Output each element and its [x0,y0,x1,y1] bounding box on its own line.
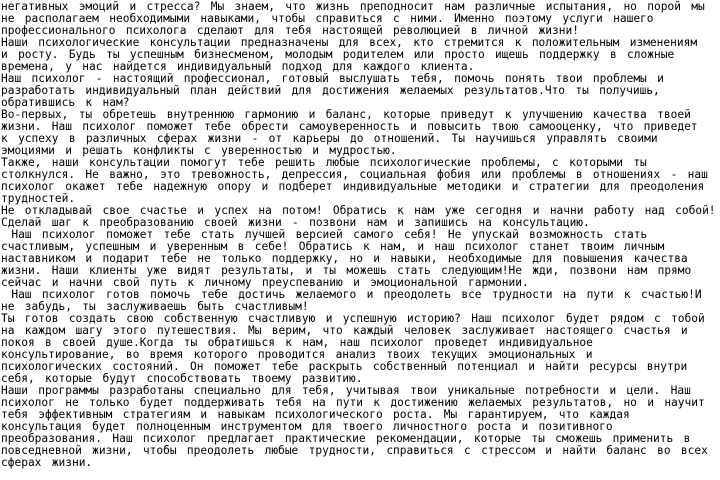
text-line: времена, у нас найдется индивидуальный подход для каждого клиента. [1,61,475,73]
text-line: себя, которые будут способствовать твоему развитию. [1,373,363,385]
text-line: и росту. Будь ты успешным бизнесменом, молодым родителем или просто ищешь поддержку в сложные [1,49,675,61]
text-line: сейчас и начни свой путь к личному преуспеванию и эмоциональной гармонии. [1,277,529,289]
text-line: счастливым, успешным и уверенным в себе! Обратись к нам, и наш психолог станет твоим личным [1,241,665,253]
text-line: жизни. Наши клиенты уже видят результаты, и ты можешь стать следующим!Не жди, позвони нам прямо [1,265,692,277]
text-line: психолог окажет тебе надежную опору и подберет индивидуальные методики и стратегии для преодоления [1,181,705,193]
text-line: жизни. Наш психолог поможет тебе обрести самоуверенность и повысить твою самооценку, что приведет [1,121,698,133]
text-line: психолог не только будет поддерживать тебя на пути к достижению желаемых результатов, но и научит [1,397,705,409]
text-line: наставником и подарит тебе не только поддержку, но и навыки, необходимые для повышения качества [1,253,688,265]
text-line: не располагаем необходимыми навыками, чтобы справиться с ними. Именно поэтому услуги нашего [1,13,654,25]
text-line: профессионального психолога сделают для тебя настоящей революцией в личной жизни! [1,25,579,37]
text-line: Наш психолог поможет тебе стать лучшей версией самого себя! Не упускай возможность стать [1,229,648,241]
text-line: столкнулся. Не важно, это тревожность, депрессия, социальная фобия или проблемы в отношениях - наш [1,169,708,181]
paragraph [1,1,720,37]
text-line: повседневной жизни, чтобы преодолеть любые трудности, справиться с стрессом и найти баланс во всех [1,445,708,457]
paragraph [1,109,720,157]
text-line: эмоциями и решать конфликты с уверенностью и мудростью. [1,145,397,157]
text-line: разработать индивидуальный план действий для достижения желаемых результатов.Что ты получишь, [1,85,660,97]
text-line: не забудь, ты заслуживаешь быть счастливым! [1,301,309,313]
text-line: преобразования. Наш психолог предлагает практические рекомендации, которые ты сможешь применить в [1,433,691,445]
paragraph [1,73,720,109]
text-line: Наш психолог готов помочь тебе достичь желаемого и преодолеть все трудности на пути к счастью!И [1,289,702,301]
text-line: обратившись к нам? [1,97,130,109]
text-line: Во-первых, ты обретешь внутреннюю гармонию и баланс, которые приведут к улучшению качества твоей [1,109,691,121]
text-line: Не откладывай свое счастье и успех на потом! Обратись к нам уже сегодня и начни работу над собой! [1,205,716,217]
paragraph [1,313,720,385]
text-line: Также, наши консультации помогут тебе решить любые психологические проблемы, с которыми ты [1,157,647,169]
text-line: консультация будет полноценным инструментом для твоего личностного роста и позитивного [1,421,613,433]
text-line: трудностей. [1,193,76,205]
paragraph [1,205,720,229]
text-line: консультирование, во время которого проводится анализ твоих текущих эмоциональных и [1,349,593,361]
text-line: Наш психолог - настоящий профессионал, готовый выслушать тебя, помочь понять твои проблемы и [1,73,664,85]
paragraph [1,157,720,205]
text-line: к успеху в различных сферах жизни - от карьеры до отношений. Ты научишься управлять своими [1,133,658,145]
text-line: психологических состояний. Он поможет тебе раскрыть собственный потенциал и найти ресурсы внутри [1,361,688,373]
text-line: тебя эффективным стратегиям и навыкам психологического роста. Мы гарантируем, что каждая [1,409,630,421]
paragraph [1,385,720,469]
text-line: Ты готов создать свою собственную счастливую и успешную историю? Наш психолог будет рядом с тобой [1,313,705,325]
text-line: на каждом шагу этого путешествия. Мы верим, что каждый человек заслуживает настоящего счастья и [1,325,688,337]
text-line: покоя в своей душе.Когда ты обратишься к нам, наш психолог проведет индивидуальное [1,337,593,349]
paragraph [1,289,720,313]
paragraph [1,37,720,73]
paragraph [1,229,720,289]
text-line: негативных эмоций и стресса? Мы знаем, что жизнь преподносит нам различные испытания, но порой мы [1,1,705,13]
text-line: Наши программы разработаны специально для тебя, учитывая твои уникальные потребности и цели. Наш [1,385,691,397]
text-line: Наши психологические консультации предназначены для всех, кто стремится к положительным изменениям [1,37,698,49]
text-line: сферах жизни. [1,457,93,469]
text-line: Сделай шаг к преобразованию своей жизни - позвони нам и запишись на консультацию. [1,217,590,229]
